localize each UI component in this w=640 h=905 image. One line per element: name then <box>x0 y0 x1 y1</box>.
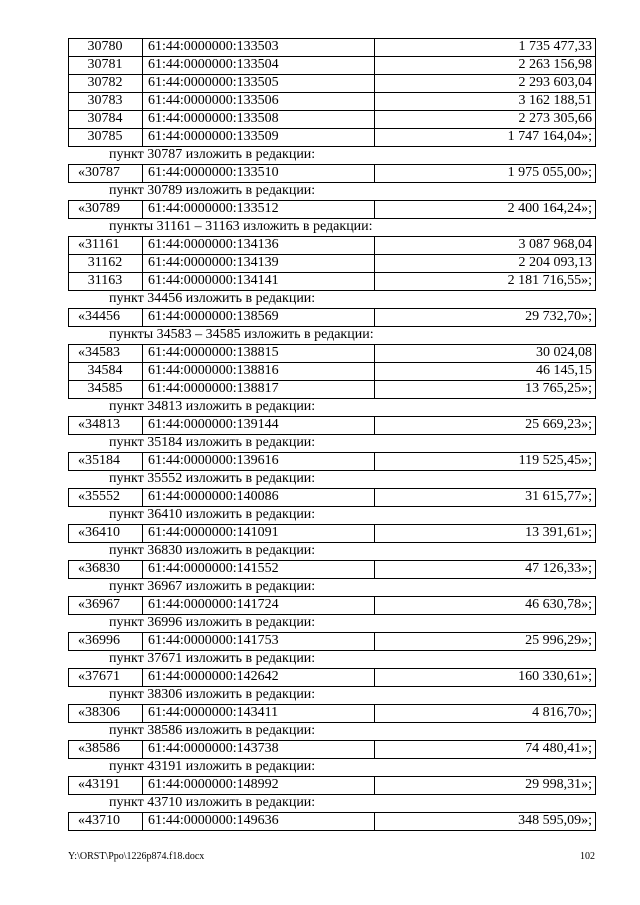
cadastral-number-cell: 61:44:0000000:139144 <box>148 417 279 432</box>
cadastral-number-cell: 61:44:0000000:133508 <box>148 111 279 126</box>
footer-file-path: Y:\ORST\Ppo\1226p874.f18.docx <box>68 851 205 862</box>
item-number-cell: 34585 <box>87 381 123 396</box>
item-number-cell: «43191 <box>78 777 120 792</box>
item-number-cell: «30789 <box>78 201 120 216</box>
item-number-cell: 30781 <box>87 57 123 72</box>
table-row <box>0 344 640 362</box>
value-cell: 2 263 156,98 <box>518 57 592 72</box>
cadastral-number-cell: 61:44:0000000:138569 <box>148 309 279 324</box>
amendment-instruction <box>0 614 640 632</box>
cadastral-number-cell: 61:44:0000000:138817 <box>148 381 279 396</box>
value-cell: 30 024,08 <box>536 345 592 360</box>
instruction-text: пункт 35552 изложить в редакции: <box>109 471 316 486</box>
table-row <box>0 272 640 290</box>
cadastral-number-cell: 61:44:0000000:142642 <box>148 669 279 684</box>
item-number-cell: «35552 <box>78 489 120 504</box>
item-number-cell: «43710 <box>78 813 120 828</box>
item-number-cell: «35184 <box>78 453 120 468</box>
amendment-instruction <box>0 398 640 416</box>
amendment-instruction <box>0 506 640 524</box>
item-number-cell: «37671 <box>78 669 120 684</box>
cadastral-number-cell: 61:44:0000000:133506 <box>148 93 279 108</box>
instruction-text: пункты 31161 – 31163 изложить в редакции: <box>109 219 373 234</box>
instruction-text: пункт 36996 изложить в редакции: <box>109 615 316 630</box>
item-number-cell: «34456 <box>78 309 120 324</box>
amendment-instruction <box>0 578 640 596</box>
cadastral-number-cell: 61:44:0000000:134141 <box>148 273 279 288</box>
value-cell: 119 525,45»; <box>518 453 592 468</box>
table-row <box>0 560 640 578</box>
table-row <box>0 488 640 506</box>
instruction-text: пункт 37671 изложить в редакции: <box>109 651 316 666</box>
amendment-instruction <box>0 794 640 812</box>
value-cell: 29 732,70»; <box>525 309 592 324</box>
item-number-cell: «36410 <box>78 525 120 540</box>
cadastral-number-cell: 61:44:0000000:133510 <box>148 165 279 180</box>
amendment-instruction <box>0 542 640 560</box>
cadastral-number-cell: 61:44:0000000:148992 <box>148 777 279 792</box>
instruction-text: пункты 34583 – 34585 изложить в редакции: <box>109 327 374 342</box>
item-number-cell: «34813 <box>78 417 120 432</box>
value-cell: 31 615,77»; <box>525 489 592 504</box>
cadastral-number-cell: 61:44:0000000:133504 <box>148 57 279 72</box>
instruction-text: пункт 36967 изложить в редакции: <box>109 579 316 594</box>
item-number-cell: 34584 <box>87 363 123 378</box>
table-row <box>0 362 640 380</box>
value-cell: 74 480,41»; <box>525 741 592 756</box>
amendment-instruction <box>0 686 640 704</box>
instruction-text: пункт 36830 изложить в редакции: <box>109 543 316 558</box>
cadastral-number-cell: 61:44:0000000:139616 <box>148 453 279 468</box>
cadastral-number-cell: 61:44:0000000:138815 <box>148 345 279 360</box>
item-number-cell: 30784 <box>87 111 123 126</box>
amendment-instruction <box>0 218 640 236</box>
instruction-text: пункт 34456 изложить в редакции: <box>109 291 316 306</box>
amendment-instruction <box>0 470 640 488</box>
value-cell: 2 181 716,55»; <box>507 273 592 288</box>
table-row <box>0 200 640 218</box>
item-number-cell: 30782 <box>87 75 123 90</box>
table-row <box>0 416 640 434</box>
value-cell: 2 204 093,13 <box>518 255 592 270</box>
value-cell: 348 595,09»; <box>518 813 592 828</box>
amendment-instruction <box>0 722 640 740</box>
table-border-bottom <box>68 830 596 831</box>
table-row <box>0 776 640 794</box>
cadastral-number-cell: 61:44:0000000:141552 <box>148 561 279 576</box>
table-row <box>0 92 640 110</box>
instruction-text: пункт 43710 изложить в редакции: <box>109 795 316 810</box>
value-cell: 29 998,31»; <box>525 777 592 792</box>
cadastral-number-cell: 61:44:0000000:143738 <box>148 741 279 756</box>
amendment-instruction <box>0 758 640 776</box>
amendment-instruction <box>0 650 640 668</box>
instruction-text: пункт 38586 изложить в редакции: <box>109 723 316 738</box>
cadastral-number-cell: 61:44:0000000:140086 <box>148 489 279 504</box>
value-cell: 2 400 164,24»; <box>507 201 592 216</box>
amendment-instruction <box>0 182 640 200</box>
cadastral-number-cell: 61:44:0000000:141091 <box>148 525 279 540</box>
item-number-cell: «36996 <box>78 633 120 648</box>
value-cell: 1 735 477,33 <box>518 39 592 54</box>
value-cell: 3 162 188,51 <box>518 93 592 108</box>
value-cell: 1 747 164,04»; <box>507 129 592 144</box>
item-number-cell: «31161 <box>78 237 120 252</box>
cadastral-number-cell: 61:44:0000000:138816 <box>148 363 279 378</box>
table-row <box>0 164 640 182</box>
value-cell: 47 126,33»; <box>525 561 592 576</box>
item-number-cell: «36830 <box>78 561 120 576</box>
table-row <box>0 632 640 650</box>
item-number-cell: 31163 <box>87 273 123 288</box>
instruction-text: пункт 43191 изложить в редакции: <box>109 759 316 774</box>
instruction-text: пункт 30787 изложить в редакции: <box>109 147 316 162</box>
document-body <box>0 38 640 830</box>
cadastral-number-cell: 61:44:0000000:134139 <box>148 255 279 270</box>
item-number-cell: 30783 <box>87 93 123 108</box>
value-cell: 4 816,70»; <box>532 705 592 720</box>
cadastral-number-cell: 61:44:0000000:149636 <box>148 813 279 828</box>
value-cell: 2 273 305,66 <box>518 111 592 126</box>
item-number-cell: 31162 <box>87 255 123 270</box>
item-number-cell: «36967 <box>78 597 120 612</box>
cadastral-number-cell: 61:44:0000000:133509 <box>148 129 279 144</box>
cadastral-number-cell: 61:44:0000000:141753 <box>148 633 279 648</box>
amendment-instruction <box>0 146 640 164</box>
value-cell: 25 996,29»; <box>525 633 592 648</box>
table-row <box>0 668 640 686</box>
item-number-cell: 30785 <box>87 129 123 144</box>
table-row <box>0 128 640 146</box>
cadastral-number-cell: 61:44:0000000:141724 <box>148 597 279 612</box>
instruction-text: пункт 30789 изложить в редакции: <box>109 183 316 198</box>
table-row <box>0 38 640 56</box>
value-cell: 13 765,25»; <box>525 381 592 396</box>
cadastral-number-cell: 61:44:0000000:133505 <box>148 75 279 90</box>
item-number-cell: «38306 <box>78 705 120 720</box>
table-row <box>0 704 640 722</box>
table-row <box>0 452 640 470</box>
amendment-instruction <box>0 434 640 452</box>
item-number-cell: «30787 <box>78 165 120 180</box>
item-number-cell: «38586 <box>78 741 120 756</box>
instruction-text: пункт 38306 изложить в редакции: <box>109 687 316 702</box>
value-cell: 2 293 603,04 <box>518 75 592 90</box>
table-row <box>0 380 640 398</box>
instruction-text: пункт 36410 изложить в редакции: <box>109 507 316 522</box>
value-cell: 13 391,61»; <box>525 525 592 540</box>
table-row <box>0 524 640 542</box>
table-row <box>0 254 640 272</box>
table-row <box>0 110 640 128</box>
table-row <box>0 56 640 74</box>
table-row <box>0 74 640 92</box>
cadastral-number-cell: 61:44:0000000:133503 <box>148 39 279 54</box>
amendment-instruction <box>0 290 640 308</box>
amendment-instruction <box>0 326 640 344</box>
table-row <box>0 596 640 614</box>
footer-page-number: 102 <box>580 851 595 862</box>
cadastral-number-cell: 61:44:0000000:133512 <box>148 201 279 216</box>
cadastral-number-cell: 61:44:0000000:134136 <box>148 237 279 252</box>
cadastral-number-cell: 61:44:0000000:143411 <box>148 705 279 720</box>
value-cell: 25 669,23»; <box>525 417 592 432</box>
instruction-text: пункт 35184 изложить в редакции: <box>109 435 316 450</box>
table-row <box>0 308 640 326</box>
value-cell: 160 330,61»; <box>518 669 592 684</box>
table-row <box>0 236 640 254</box>
table-row <box>0 740 640 758</box>
item-number-cell: «34583 <box>78 345 120 360</box>
value-cell: 1 975 055,00»; <box>507 165 592 180</box>
instruction-text: пункт 34813 изложить в редакции: <box>109 399 316 414</box>
table-row <box>0 812 640 830</box>
value-cell: 46 630,78»; <box>525 597 592 612</box>
item-number-cell: 30780 <box>87 39 123 54</box>
value-cell: 46 145,15 <box>536 363 592 378</box>
value-cell: 3 087 968,04 <box>518 237 592 252</box>
